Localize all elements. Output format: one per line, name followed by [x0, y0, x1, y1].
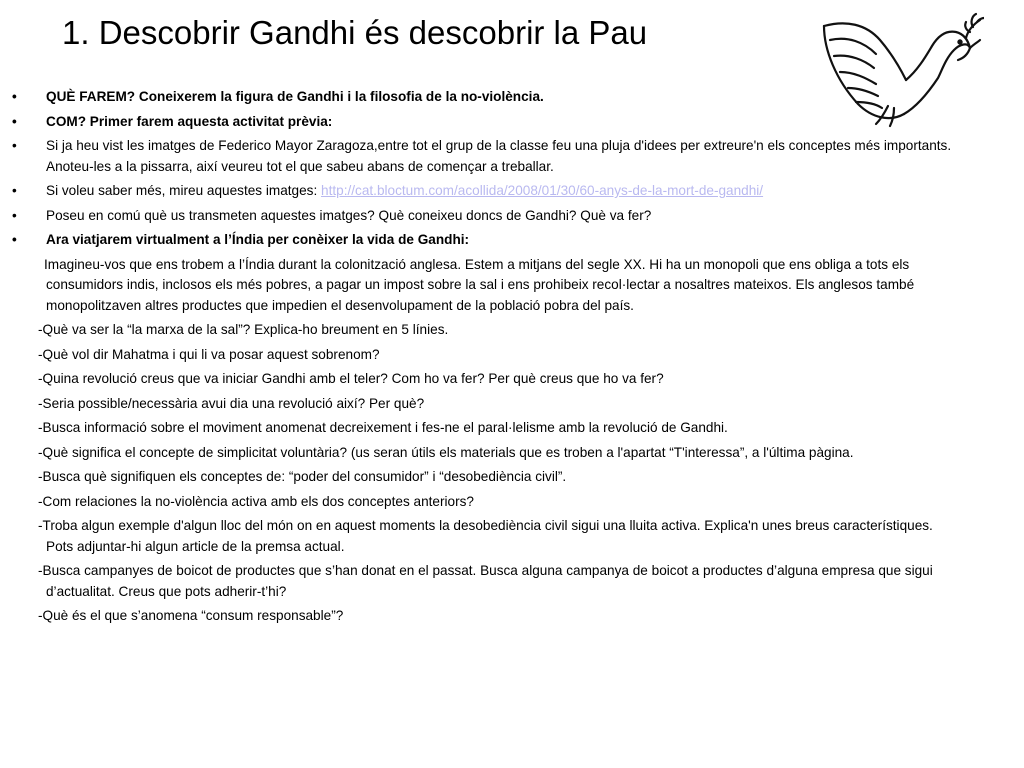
bullet-icon: • — [12, 207, 17, 223]
question-item: -Com relaciones la no-violència activa amb els dos conceptes anteriors? — [38, 493, 474, 509]
question-item: -Què vol dir Mahatma i qui li va posar aquest sobrenom? — [38, 346, 380, 362]
bullet-icon: • — [12, 138, 17, 153]
question-item: -Seria possible/necessària avui dia una revolució així? Per què? — [38, 395, 425, 411]
list-item — [0, 87, 960, 108]
gandhi-images-link[interactable]: http://cat.bloctum.com/acollida/2008/01/30/60-anys-de-la-mort-de-gandhi/ — [321, 183, 764, 198]
list-item — [0, 206, 960, 227]
question-item: -Troba algun exemple d'algun lloc del món on en aquest moments la desobediència civil sigui una lluita activa. Explica'n unes breus característiques. Pots adjuntar-hi algun article de la premsa actual. — [38, 518, 933, 554]
bullet-text: Poseu en comú què us transmeten aquestes imatges? Què coneixeu doncs de Gandhi? Què va fer? — [46, 207, 652, 223]
question-item: -Què significa el concepte de simplicitat voluntària? (us seran útils els materials que es troben a l'apartat “T'interessa”, a l'última pàgina. — [38, 444, 854, 460]
bullet-text: COM? Primer farem aquesta activitat prèvia: — [46, 113, 333, 129]
bullet-text: Si voleu saber més, mireu aquestes imatges: — [46, 183, 322, 198]
bullet-text: Ara viatjarem virtualment a l’Índia per conèixer la vida de Gandhi: — [46, 232, 470, 247]
bullet-icon: • — [12, 113, 17, 129]
question-item: -Quina revolució creus que va iniciar Gandhi amb el teler? Com ho va fer? Per què creus que ho va fer? — [38, 371, 664, 386]
list-item — [0, 112, 960, 133]
question-item: -Què va ser la “la marxa de la sal”? Explica-ho breument en 5 línies. — [38, 322, 449, 337]
bullet-text: Si ja heu vist les imatges de Federico Mayor Zaragoza,entre tot el grup de la classe feu una pluja d'idees per extreure'n els conceptes més importants. Anoteu-les a la pissarra, així veureu tot el que sabeu abans de començar a treballar. — [46, 138, 952, 174]
bullet-icon: • — [12, 232, 17, 247]
list-item — [0, 181, 960, 202]
question-item: -Què és el que s’anomena “consum responsable”? — [38, 608, 344, 623]
list-item — [0, 230, 960, 251]
bullet-icon: • — [12, 89, 17, 104]
bullet-icon: • — [12, 183, 17, 198]
slide-content — [0, 87, 960, 631]
question-item: -Busca informació sobre el moviment anomenat decreixement i fes-ne el paral·lelisme amb la revolució de Gandhi. — [38, 420, 728, 435]
question-item: -Busca què signifiquen els conceptes de: “poder del consumidor” i “desobediència civil”. — [38, 469, 567, 484]
question-item: -Busca campanyes de boicot de productes que s’han donat en el passat. Busca alguna campanya de boicot a productes d’alguna empresa que sigui d’actualitat. Creus que pots adherir-t’hi? — [38, 563, 933, 599]
intro-paragraph: Imagineu-vos que ens trobem a l’Índia durant la colonització anglesa. Estem a mitjans del segle XX. Hi ha un monopoli que ens obliga a tots els consumidors indis, inclosos els més pobres, a pagar un impost sobre la sal i ens prohibeix recol·lectar a nosaltres mateixos. Els anglesos també monopolitzaven altres productes que impedien el desenvolupament de la població pobra del país. — [44, 256, 915, 313]
list-item — [0, 136, 960, 177]
page-title: 1. Descobrir Gandhi és descobrir la Pau — [62, 14, 648, 51]
bullet-text: QUÈ FAREM? Coneixerem la figura de Gandhi i la filosofia de la no-violència. — [46, 89, 544, 104]
